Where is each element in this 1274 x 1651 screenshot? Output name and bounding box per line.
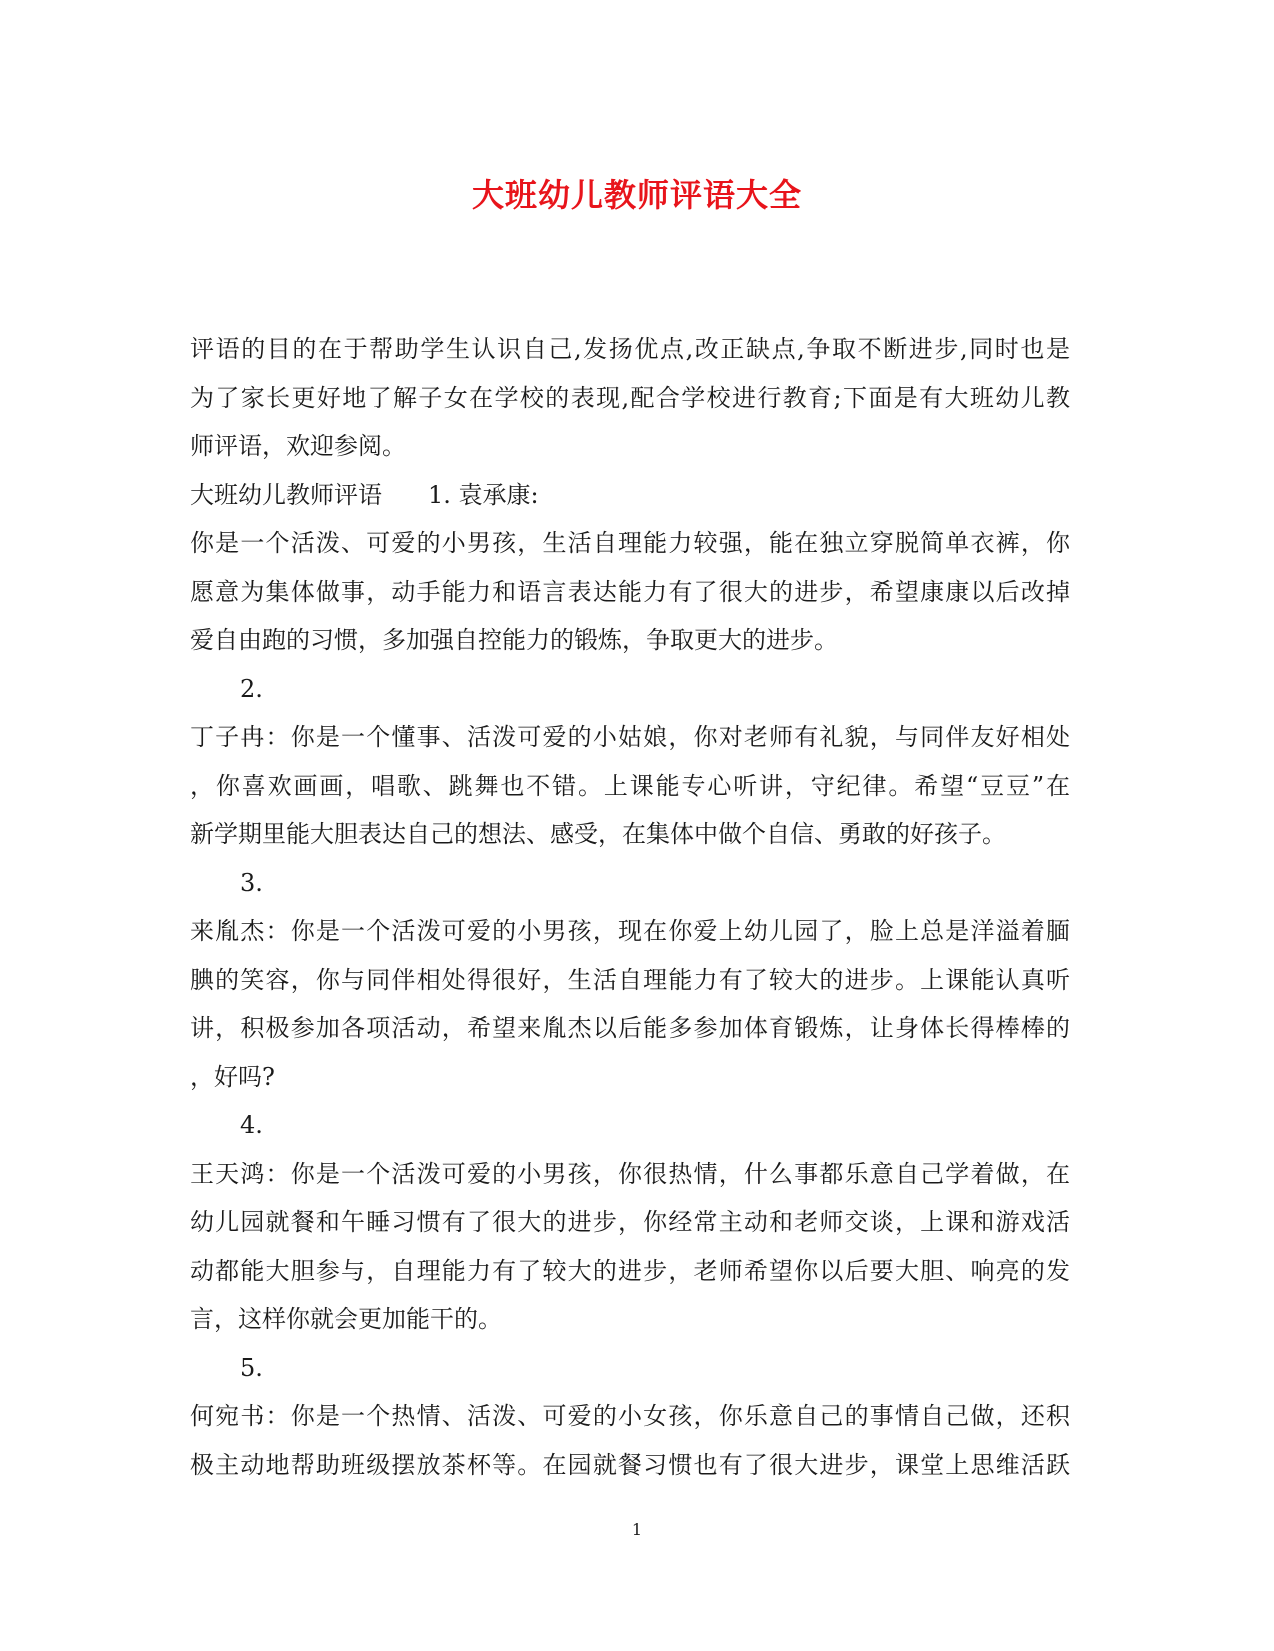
document-title: 大班幼儿教师评语大全 — [471, 176, 802, 214]
entry-number: 2. — [240, 674, 263, 703]
entry-line: 来胤杰：你是一个活泼可爱的小男孩，现在你爱上幼儿园了，脸上总是洋溢着腼 — [190, 917, 1070, 945]
entry-line: 腆的笑容，你与同伴相处得很好，生活自理能力有了较大的进步。上课能认真听 — [190, 965, 1070, 994]
entry-line: 幼儿园就餐和午睡习惯有了很大的进步，你经常主动和老师交谈，上课和游戏活 — [190, 1208, 1070, 1236]
entry-line: 愿意为集体做事，动手能力和语言表达能力有了很大的进步，希望康康以后改掉 — [190, 577, 1070, 606]
entry-line: 你是一个活泼、可爱的小男孩，生活自理能力较强，能在独立穿脱简单衣裤，你 — [190, 529, 1070, 557]
document-body — [190, 325, 1070, 1489]
section-heading — [190, 471, 1070, 520]
entry-line: 王天鸿：你是一个活泼可爱的小男孩，你很热情，什么事都乐意自己学着做，在 — [190, 1159, 1070, 1188]
entry-number: 3. — [240, 868, 263, 897]
entry-line: 动都能大胆参与，自理能力有了较大的进步，老师希望你以后要大胆、响亮的发 — [190, 1256, 1070, 1285]
entry-number: 4. — [240, 1111, 263, 1139]
entry-line: 讲，积极参加各项活动，希望来胤杰以后能多参加体育锻炼，让身体长得棒棒的 — [190, 1014, 1070, 1042]
entry-number: 1. — [428, 480, 451, 509]
entry-number: 5. — [240, 1353, 263, 1382]
intro-line: 师评语，欢迎参阅。 — [190, 432, 406, 460]
page-number: 1 — [631, 1520, 643, 1539]
entry-line: 新学期里能大胆表达自己的想法、感受，在集体中做个自信、勇敢的好孩子。 — [190, 820, 1006, 848]
entry-line: ，你喜欢画画，唱歌、跳舞也不错。上课能专心听讲，守纪律。希望“豆豆”在 — [190, 771, 1070, 800]
intro-line: 评语的目的在于帮助学生认识自己,发扬优点,改正缺点,争取不断进步,同时也是 — [190, 335, 1070, 363]
entry-line: 极主动地帮助班级摆放茶杯等。在园就餐习惯也有了很大进步，课堂上思维活跃 — [190, 1450, 1070, 1479]
intro-line: 为了家长更好地了解子女在学校的表现,配合学校进行教育;下面是有大班幼儿教 — [190, 383, 1070, 412]
heading-label: 大班幼儿教师评语 — [190, 480, 382, 509]
entry-name: 袁承康: — [458, 480, 539, 509]
entry-line: 何宛书：你是一个热情、活泼、可爱的小女孩，你乐意自己的事情自己做，还积 — [190, 1402, 1070, 1430]
entry-line: ，好吗? — [190, 1062, 275, 1091]
entry-line: 丁子冉：你是一个懂事、活泼可爱的小姑娘，你对老师有礼貌，与同伴友好相处 — [190, 723, 1070, 751]
entry-line: 言，这样你就会更加能干的。 — [190, 1305, 502, 1333]
entry-line: 爱自由跑的习惯，多加强自控能力的锻炼，争取更大的进步。 — [190, 626, 838, 654]
